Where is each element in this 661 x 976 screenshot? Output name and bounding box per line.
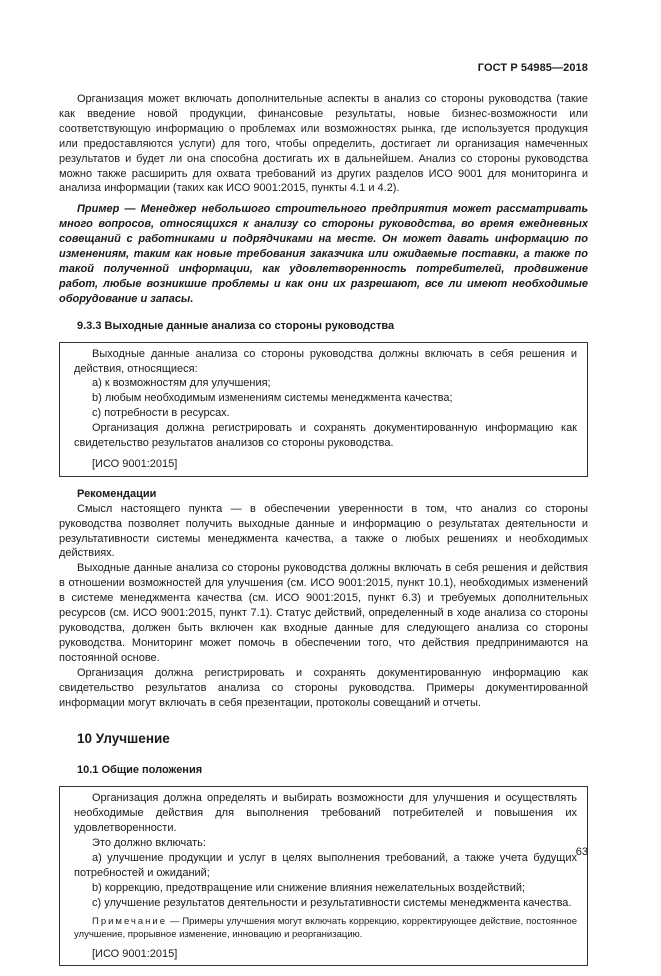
box-item: a) к возможностям для улучшения; (92, 377, 271, 390)
recommendation-paragraph: Выходные данные анализа со стороны руководства должны включать в себя решения и действия в отношении возможностей для улучшения (см. ИСО 9001:2015, пункт 10.1), необходимых изменений в системе менеджмента качества (см. ИСО 9001:2015, пункт 6.3) и требуемых дополнительных ресурсов (см. ИСО 9001:2015, пункт 7.1). Статус действий, определенный в ходе анализа со стороны руководства, должен быть включен как входные данные для следующего анализа со стороны руководства. Мониторинг может помочь в обеспечении того, что действия предпринимаются на постоянной основе. (59, 562, 588, 664)
standard-code: ГОСТ Р 54985—2018 (477, 62, 588, 74)
box-reference: [ИСО 9001:2015] (92, 947, 178, 960)
recommendation-paragraph: Смысл настоящего пункта — в обеспечении уверенности в том, что анализ со стороны руководства позволяет получить выходные данные и информацию о результатах деятельности и результативности системы менеджмента качества, а также о любых решениях и необходимых действиях. (59, 502, 588, 560)
note-text: — Примеры улучшения могут включать коррекцию, корректирующее действие, постоянное улучшение, прорывное изменение, инновацию и реорганизацию. (74, 915, 577, 940)
requirement-box-9-3-3 (59, 342, 588, 477)
page-content (59, 92, 588, 976)
example-label: Пример (77, 203, 120, 216)
box-item: b) любым необходимым изменениям системы менеджмента качества; (92, 392, 453, 405)
box-reference: [ИСО 9001:2015] (92, 457, 178, 470)
recommendations-title: Рекомендации (77, 487, 157, 500)
requirement-box-10-1 (59, 786, 588, 966)
box-item: c) потребности в ресурсах. (92, 407, 230, 420)
page-number: 63 (575, 846, 588, 858)
heading-10-1: 10.1 Общие положения (77, 764, 203, 777)
heading-10: 10 Улучшение (77, 731, 170, 747)
box-lead: Это должно включать: (92, 836, 206, 849)
recommendation-paragraph: Организация должна регистрировать и сохранять документированную информацию как свидетельство результатов анализа со стороны руководства. Примеры документированной информации могут включать в себя презентации, протоколы совещаний и отчеты. (59, 666, 588, 709)
box-item: b) коррекцию, предотвращение или снижение влияния нежелательных воздействий; (92, 881, 526, 894)
intro-paragraph: Организация может включать дополнительные аспекты в анализ со стороны руководства (такие как введение новой продукции, финансовые результаты, новые бизнес-возможности или соответствующую информацию о проблемах или возможностях рынка, где используется продукция или предоставляются услуги) для того, чтобы определить, достигает ли организация намеченных результатов и будет ли она способна достигать их в дальнейшем. Анализ со стороны руководства можно также расширить для охвата требований из других разделов ИСО 9001 для мониторинга и анализа информации (таких как ИСО 9001:2015, пункты 4.1 и 4.2). (59, 93, 588, 195)
box-intro: Выходные данные анализа со стороны руководства должны включать в себя решения и действия, относящиеся: (74, 347, 577, 375)
heading-9-3-3: 9.3.3 Выходные данные анализа со стороны руководства (77, 319, 395, 332)
box-note (74, 915, 577, 941)
box-item: c) улучшение результатов деятельности и результативности системы менеджмента качества. (92, 896, 572, 909)
box-closing: Организация должна регистрировать и сохранять документированную информацию как свидетельство результатов анализов со стороны руководства. (74, 422, 577, 450)
box-item: a) улучшение продукции и услуг в целях выполнения требований, а также учета будущих потребностей и ожиданий; (74, 851, 577, 879)
box-intro: Организация должна определять и выбирать возможности для улучшения и осуществлять необходимые действия для выполнения требований потребителей и повышения их удовлетворенности. (74, 792, 577, 835)
document-page (59, 0, 588, 960)
example-paragraph (59, 202, 588, 306)
note-label: Примечание (92, 915, 167, 927)
example-text: — Менеджер небольшого строительного предприятия может рассматривать много вопросов, относящихся к анализу со стороны руководства, во время ежедневных совещаний с работниками и подрядчиками на месте. Он может давать информацию по изменениям, таким как новые требования заказчика или ожидаемые поставки, а также по такой полученной информации, как удовлетворенность потребителей, продвижение работ, любые возникшие проблемы и как они их разрешают, все ли имеют необходимые оборудование и запасы. (59, 203, 588, 305)
